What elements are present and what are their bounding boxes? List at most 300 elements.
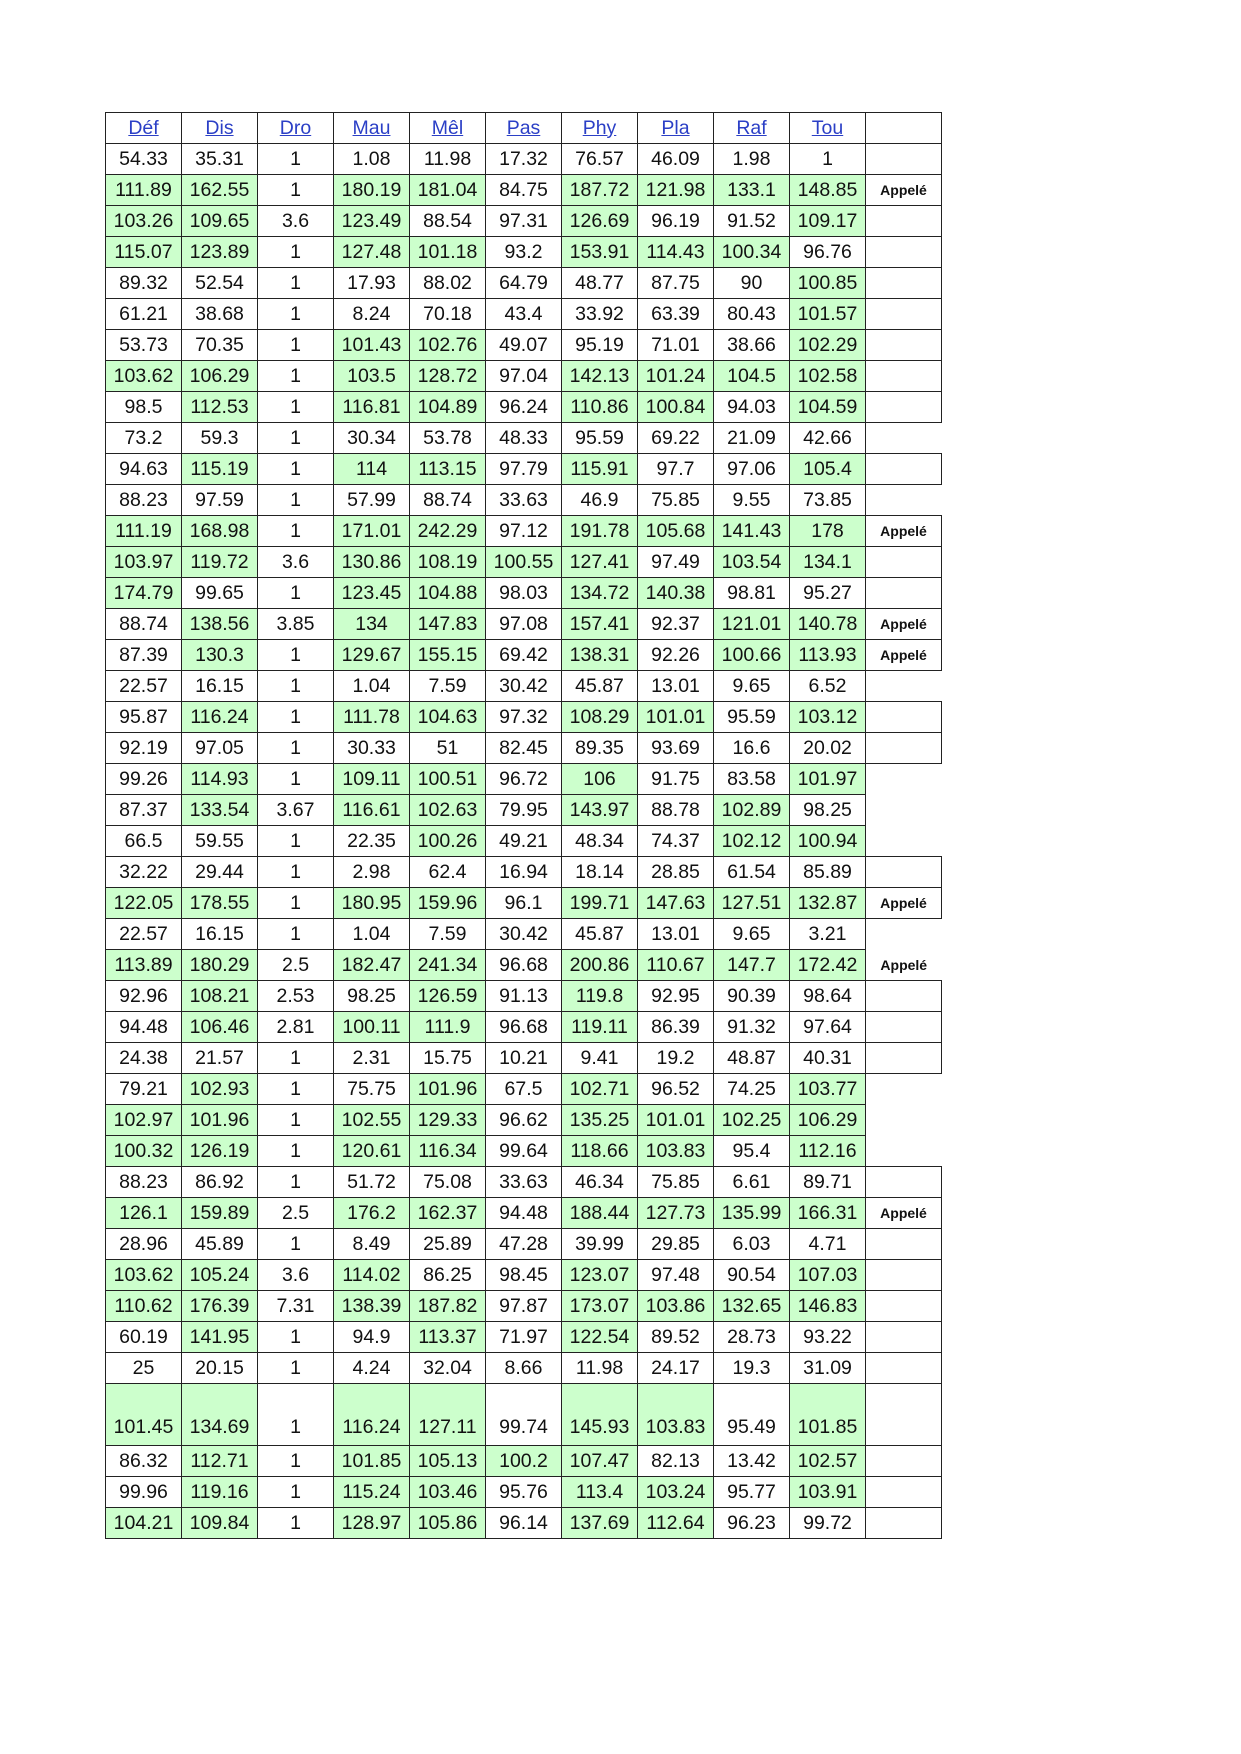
table-cell[interactable]: 119.11 xyxy=(562,1012,638,1043)
table-cell[interactable]: 106.46 xyxy=(182,1012,258,1043)
table-cell[interactable]: 116.24 xyxy=(334,1384,410,1446)
table-cell[interactable]: 70.35 xyxy=(182,330,258,361)
table-cell[interactable]: 100.51 xyxy=(410,764,486,795)
table-cell[interactable]: 1 xyxy=(258,299,334,330)
table-cell[interactable]: 95.77 xyxy=(714,1477,790,1508)
table-cell[interactable]: 173.07 xyxy=(562,1291,638,1322)
table-cell[interactable]: 116.61 xyxy=(334,795,410,826)
table-cell[interactable]: 1 xyxy=(258,144,334,175)
table-cell[interactable]: 102.57 xyxy=(790,1446,866,1477)
table-cell[interactable]: 97.87 xyxy=(486,1291,562,1322)
table-cell[interactable]: 1 xyxy=(258,1105,334,1136)
table-cell[interactable]: 111.9 xyxy=(410,1012,486,1043)
table-cell[interactable]: 103.83 xyxy=(638,1384,714,1446)
table-cell[interactable]: 91.52 xyxy=(714,206,790,237)
table-cell[interactable]: 138.31 xyxy=(562,640,638,671)
table-cell[interactable]: 102.71 xyxy=(562,1074,638,1105)
table-cell[interactable]: 48.87 xyxy=(714,1043,790,1074)
table-cell[interactable]: 20.15 xyxy=(182,1353,258,1384)
table-cell[interactable]: 105.13 xyxy=(410,1446,486,1477)
table-cell[interactable]: 1 xyxy=(258,1167,334,1198)
table-cell[interactable]: 67.5 xyxy=(486,1074,562,1105)
table-cell[interactable]: 114.93 xyxy=(182,764,258,795)
table-cell[interactable]: 106.29 xyxy=(790,1105,866,1136)
table-cell[interactable]: 107.03 xyxy=(790,1260,866,1291)
table-cell[interactable]: 101.24 xyxy=(638,361,714,392)
table-cell[interactable]: 1 xyxy=(258,423,334,454)
table-cell[interactable]: 103.24 xyxy=(638,1477,714,1508)
table-cell[interactable]: 33.92 xyxy=(562,299,638,330)
column-header-def[interactable] xyxy=(106,113,182,144)
table-cell[interactable]: 115.19 xyxy=(182,454,258,485)
table-cell[interactable]: 102.63 xyxy=(410,795,486,826)
table-cell[interactable]: 15.75 xyxy=(410,1043,486,1074)
table-cell[interactable]: 83.58 xyxy=(714,764,790,795)
table-cell[interactable]: 91.13 xyxy=(486,981,562,1012)
table-cell[interactable]: 114.02 xyxy=(334,1260,410,1291)
table-cell[interactable]: 70.18 xyxy=(410,299,486,330)
table-cell[interactable]: 118.66 xyxy=(562,1136,638,1167)
table-cell[interactable]: 133.1 xyxy=(714,175,790,206)
table-cell[interactable]: 90.54 xyxy=(714,1260,790,1291)
table-cell[interactable]: 101.97 xyxy=(790,764,866,795)
table-cell[interactable]: 146.83 xyxy=(790,1291,866,1322)
table-cell[interactable]: 128.72 xyxy=(410,361,486,392)
table-cell[interactable]: 30.33 xyxy=(334,733,410,764)
table-cell[interactable]: 101.01 xyxy=(638,702,714,733)
table-cell[interactable]: 29.85 xyxy=(638,1229,714,1260)
table-cell[interactable]: 103.62 xyxy=(106,1260,182,1291)
table-cell[interactable]: 1 xyxy=(258,1229,334,1260)
table-cell[interactable]: 16.94 xyxy=(486,857,562,888)
table-cell[interactable]: 103.12 xyxy=(790,702,866,733)
table-cell[interactable]: 171.01 xyxy=(334,516,410,547)
table-cell[interactable]: 94.48 xyxy=(106,1012,182,1043)
table-cell[interactable]: 31.09 xyxy=(790,1353,866,1384)
table-cell[interactable]: 59.3 xyxy=(182,423,258,454)
table-cell[interactable]: 101.43 xyxy=(334,330,410,361)
table-cell[interactable]: 130.3 xyxy=(182,640,258,671)
column-header-link[interactable]: Déf xyxy=(128,116,159,139)
table-cell[interactable]: 21.57 xyxy=(182,1043,258,1074)
table-cell[interactable]: 1 xyxy=(258,702,334,733)
table-cell[interactable]: 143.97 xyxy=(562,795,638,826)
table-cell[interactable]: 94.63 xyxy=(106,454,182,485)
table-cell[interactable]: 111.19 xyxy=(106,516,182,547)
table-cell[interactable]: 92.19 xyxy=(106,733,182,764)
table-cell[interactable]: 40.31 xyxy=(790,1043,866,1074)
table-cell[interactable]: 111.78 xyxy=(334,702,410,733)
table-cell[interactable]: 127.51 xyxy=(714,888,790,919)
table-cell[interactable]: 1 xyxy=(258,237,334,268)
table-cell[interactable]: 99.96 xyxy=(106,1477,182,1508)
table-cell[interactable]: 46.09 xyxy=(638,144,714,175)
table-cell[interactable]: 106 xyxy=(562,764,638,795)
table-cell[interactable]: 115.91 xyxy=(562,454,638,485)
column-header-link[interactable]: Dis xyxy=(205,116,234,139)
table-cell[interactable]: 94.9 xyxy=(334,1322,410,1353)
table-cell[interactable]: 102.58 xyxy=(790,361,866,392)
table-cell[interactable]: 1 xyxy=(258,268,334,299)
table-cell[interactable]: 159.89 xyxy=(182,1198,258,1229)
table-cell[interactable]: 1 xyxy=(258,1508,334,1539)
table-cell[interactable]: 59.55 xyxy=(182,826,258,857)
table-cell[interactable]: 133.54 xyxy=(182,795,258,826)
column-header-link[interactable]: Raf xyxy=(736,116,767,139)
table-cell[interactable]: 89.35 xyxy=(562,733,638,764)
table-cell[interactable]: 97.08 xyxy=(486,609,562,640)
table-cell[interactable]: 28.73 xyxy=(714,1322,790,1353)
table-cell[interactable]: 24.38 xyxy=(106,1043,182,1074)
table-cell[interactable]: 109.65 xyxy=(182,206,258,237)
table-cell[interactable]: 6.52 xyxy=(790,671,866,702)
table-cell[interactable]: 6.61 xyxy=(714,1167,790,1198)
table-cell[interactable]: 79.95 xyxy=(486,795,562,826)
table-cell[interactable]: 8.66 xyxy=(486,1353,562,1384)
table-cell[interactable]: 92.95 xyxy=(638,981,714,1012)
table-cell[interactable]: 126.69 xyxy=(562,206,638,237)
table-cell[interactable]: 1 xyxy=(258,392,334,423)
table-cell[interactable]: 191.78 xyxy=(562,516,638,547)
column-header-dis[interactable] xyxy=(182,113,258,144)
table-cell[interactable]: 104.89 xyxy=(410,392,486,423)
table-cell[interactable]: 17.93 xyxy=(334,268,410,299)
table-cell[interactable]: 176.2 xyxy=(334,1198,410,1229)
table-cell[interactable]: 112.71 xyxy=(182,1446,258,1477)
table-cell[interactable]: 101.57 xyxy=(790,299,866,330)
table-cell[interactable]: 25 xyxy=(106,1353,182,1384)
table-cell[interactable]: 159.96 xyxy=(410,888,486,919)
table-cell[interactable]: 100.85 xyxy=(790,268,866,299)
table-cell[interactable]: 122.54 xyxy=(562,1322,638,1353)
table-cell[interactable]: 75.85 xyxy=(638,1167,714,1198)
table-cell[interactable]: 64.79 xyxy=(486,268,562,299)
table-cell[interactable]: 104.59 xyxy=(790,392,866,423)
table-cell[interactable]: 11.98 xyxy=(562,1353,638,1384)
table-cell[interactable]: 199.71 xyxy=(562,888,638,919)
table-cell[interactable]: 46.9 xyxy=(562,485,638,516)
table-cell[interactable]: 97.31 xyxy=(486,206,562,237)
table-cell[interactable]: 104.88 xyxy=(410,578,486,609)
table-cell[interactable]: 123.45 xyxy=(334,578,410,609)
table-cell[interactable]: 104.21 xyxy=(106,1508,182,1539)
table-cell[interactable]: 54.33 xyxy=(106,144,182,175)
table-cell[interactable]: 82.45 xyxy=(486,733,562,764)
table-cell[interactable]: 168.98 xyxy=(182,516,258,547)
table-cell[interactable]: 98.5 xyxy=(106,392,182,423)
table-cell[interactable]: 109.84 xyxy=(182,1508,258,1539)
table-cell[interactable]: 96.62 xyxy=(486,1105,562,1136)
table-cell[interactable]: 98.25 xyxy=(334,981,410,1012)
table-cell[interactable]: 99.74 xyxy=(486,1384,562,1446)
table-cell[interactable]: 98.45 xyxy=(486,1260,562,1291)
table-cell[interactable]: 123.89 xyxy=(182,237,258,268)
table-cell[interactable]: 102.97 xyxy=(106,1105,182,1136)
table-cell[interactable]: 45.89 xyxy=(182,1229,258,1260)
table-cell[interactable]: 100.84 xyxy=(638,392,714,423)
table-cell[interactable]: 91.75 xyxy=(638,764,714,795)
table-cell[interactable]: 102.29 xyxy=(790,330,866,361)
table-cell[interactable]: 86.25 xyxy=(410,1260,486,1291)
table-cell[interactable]: 69.22 xyxy=(638,423,714,454)
table-cell[interactable]: 85.89 xyxy=(790,857,866,888)
table-cell[interactable]: 52.54 xyxy=(182,268,258,299)
table-cell[interactable]: 9.55 xyxy=(714,485,790,516)
table-cell[interactable]: 96.23 xyxy=(714,1508,790,1539)
table-cell[interactable]: 1 xyxy=(258,1477,334,1508)
table-cell[interactable]: 32.04 xyxy=(410,1353,486,1384)
table-cell[interactable]: 101.85 xyxy=(334,1446,410,1477)
table-cell[interactable]: 95.76 xyxy=(486,1477,562,1508)
table-cell[interactable]: 96.1 xyxy=(486,888,562,919)
table-cell[interactable]: 22.57 xyxy=(106,919,182,950)
table-cell[interactable]: 48.34 xyxy=(562,826,638,857)
table-cell[interactable]: 1.08 xyxy=(334,144,410,175)
table-cell[interactable]: 88.78 xyxy=(638,795,714,826)
table-cell[interactable]: 71.01 xyxy=(638,330,714,361)
table-cell[interactable]: 8.24 xyxy=(334,299,410,330)
table-cell[interactable]: 51.72 xyxy=(334,1167,410,1198)
table-cell[interactable]: 61.21 xyxy=(106,299,182,330)
table-cell[interactable]: 112.64 xyxy=(638,1508,714,1539)
table-cell[interactable]: 132.65 xyxy=(714,1291,790,1322)
column-header-link[interactable]: Pla xyxy=(661,116,690,139)
table-cell[interactable]: 3.85 xyxy=(258,609,334,640)
table-cell[interactable]: 130.86 xyxy=(334,547,410,578)
table-cell[interactable]: 90 xyxy=(714,268,790,299)
table-cell[interactable]: 86.32 xyxy=(106,1446,182,1477)
table-cell[interactable]: 115.07 xyxy=(106,237,182,268)
table-cell[interactable]: 18.14 xyxy=(562,857,638,888)
table-cell[interactable]: 1 xyxy=(258,1322,334,1353)
table-cell[interactable]: 112.16 xyxy=(790,1136,866,1167)
table-cell[interactable]: 141.95 xyxy=(182,1322,258,1353)
table-cell[interactable]: 51 xyxy=(410,733,486,764)
table-cell[interactable]: 129.67 xyxy=(334,640,410,671)
table-cell[interactable]: 22.57 xyxy=(106,671,182,702)
table-cell[interactable]: 140.78 xyxy=(790,609,866,640)
table-cell[interactable]: 30.42 xyxy=(486,919,562,950)
table-cell[interactable]: 1 xyxy=(258,330,334,361)
table-cell[interactable]: 162.37 xyxy=(410,1198,486,1229)
table-cell[interactable]: 114.43 xyxy=(638,237,714,268)
table-cell[interactable]: 105.68 xyxy=(638,516,714,547)
table-cell[interactable]: 101.96 xyxy=(410,1074,486,1105)
table-cell[interactable]: 6.03 xyxy=(714,1229,790,1260)
table-cell[interactable]: 49.07 xyxy=(486,330,562,361)
table-cell[interactable]: 1 xyxy=(258,361,334,392)
table-cell[interactable]: 22.35 xyxy=(334,826,410,857)
table-cell[interactable]: 1 xyxy=(258,888,334,919)
table-cell[interactable]: 103.26 xyxy=(106,206,182,237)
column-header-pla[interactable] xyxy=(638,113,714,144)
column-header-tou[interactable] xyxy=(790,113,866,144)
table-cell[interactable]: 95.4 xyxy=(714,1136,790,1167)
table-cell[interactable]: 11.98 xyxy=(410,144,486,175)
table-cell[interactable]: 119.16 xyxy=(182,1477,258,1508)
table-cell[interactable]: 1 xyxy=(258,1446,334,1477)
table-cell[interactable]: 1 xyxy=(258,516,334,547)
table-cell[interactable]: 96.72 xyxy=(486,764,562,795)
table-cell[interactable]: 86.39 xyxy=(638,1012,714,1043)
table-cell[interactable]: 28.96 xyxy=(106,1229,182,1260)
table-cell[interactable]: 86.92 xyxy=(182,1167,258,1198)
table-cell[interactable]: 89.32 xyxy=(106,268,182,299)
table-cell[interactable]: 96.68 xyxy=(486,1012,562,1043)
table-cell[interactable]: 108.19 xyxy=(410,547,486,578)
table-cell[interactable]: 97.79 xyxy=(486,454,562,485)
table-cell[interactable]: 7.59 xyxy=(410,919,486,950)
table-cell[interactable]: 1 xyxy=(258,640,334,671)
table-cell[interactable]: 174.79 xyxy=(106,578,182,609)
table-cell[interactable]: 98.64 xyxy=(790,981,866,1012)
table-cell[interactable]: 113.93 xyxy=(790,640,866,671)
table-cell[interactable]: 103.86 xyxy=(638,1291,714,1322)
table-cell[interactable]: 88.23 xyxy=(106,485,182,516)
table-cell[interactable]: 2.5 xyxy=(258,1198,334,1229)
table-cell[interactable]: 1 xyxy=(258,1384,334,1446)
table-cell[interactable]: 178.55 xyxy=(182,888,258,919)
table-cell[interactable]: 104.63 xyxy=(410,702,486,733)
table-cell[interactable]: 101.96 xyxy=(182,1105,258,1136)
table-cell[interactable]: 75.08 xyxy=(410,1167,486,1198)
table-cell[interactable]: 1 xyxy=(258,857,334,888)
column-header-mel[interactable] xyxy=(410,113,486,144)
table-cell[interactable]: 122.05 xyxy=(106,888,182,919)
table-cell[interactable]: 43.4 xyxy=(486,299,562,330)
column-header-phy[interactable] xyxy=(562,113,638,144)
table-cell[interactable]: 99.26 xyxy=(106,764,182,795)
table-cell[interactable]: 100.26 xyxy=(410,826,486,857)
table-cell[interactable]: 13.01 xyxy=(638,671,714,702)
table-cell[interactable]: 96.19 xyxy=(638,206,714,237)
table-cell[interactable]: 38.68 xyxy=(182,299,258,330)
table-cell[interactable]: 2.5 xyxy=(258,950,334,981)
table-cell[interactable]: 102.12 xyxy=(714,826,790,857)
table-cell[interactable]: 92.26 xyxy=(638,640,714,671)
table-cell[interactable]: 75.85 xyxy=(638,485,714,516)
table-cell[interactable]: 84.75 xyxy=(486,175,562,206)
table-cell[interactable]: 88.23 xyxy=(106,1167,182,1198)
table-cell[interactable]: 93.22 xyxy=(790,1322,866,1353)
table-cell[interactable]: 241.34 xyxy=(410,950,486,981)
table-cell[interactable]: 126.1 xyxy=(106,1198,182,1229)
table-cell[interactable]: 200.86 xyxy=(562,950,638,981)
table-cell[interactable]: 3.6 xyxy=(258,1260,334,1291)
table-cell[interactable]: 127.48 xyxy=(334,237,410,268)
table-cell[interactable]: 188.44 xyxy=(562,1198,638,1229)
table-cell[interactable]: 62.4 xyxy=(410,857,486,888)
table-cell[interactable]: 48.33 xyxy=(486,423,562,454)
table-cell[interactable]: 120.61 xyxy=(334,1136,410,1167)
table-cell[interactable]: 39.99 xyxy=(562,1229,638,1260)
table-cell[interactable]: 147.83 xyxy=(410,609,486,640)
table-cell[interactable]: 1 xyxy=(258,764,334,795)
column-header-link[interactable]: Pas xyxy=(506,116,541,139)
table-cell[interactable]: 123.49 xyxy=(334,206,410,237)
table-cell[interactable]: 45.87 xyxy=(562,919,638,950)
table-cell[interactable]: 93.69 xyxy=(638,733,714,764)
table-cell[interactable]: 187.82 xyxy=(410,1291,486,1322)
table-cell[interactable]: 121.98 xyxy=(638,175,714,206)
table-cell[interactable]: 87.75 xyxy=(638,268,714,299)
table-cell[interactable]: 126.59 xyxy=(410,981,486,1012)
table-cell[interactable]: 16.6 xyxy=(714,733,790,764)
table-cell[interactable]: 100.32 xyxy=(106,1136,182,1167)
table-cell[interactable]: 49.21 xyxy=(486,826,562,857)
table-cell[interactable]: 127.41 xyxy=(562,547,638,578)
table-cell[interactable]: 103.83 xyxy=(638,1136,714,1167)
table-cell[interactable]: 69.42 xyxy=(486,640,562,671)
table-cell[interactable]: 99.65 xyxy=(182,578,258,609)
table-cell[interactable]: 103.91 xyxy=(790,1477,866,1508)
table-cell[interactable]: 1 xyxy=(258,1353,334,1384)
table-cell[interactable]: 178 xyxy=(790,516,866,547)
column-header-pas[interactable] xyxy=(486,113,562,144)
table-cell[interactable]: 135.25 xyxy=(562,1105,638,1136)
table-cell[interactable]: 115.24 xyxy=(334,1477,410,1508)
table-cell[interactable]: 187.72 xyxy=(562,175,638,206)
table-cell[interactable]: 1 xyxy=(258,919,334,950)
table-cell[interactable]: 180.95 xyxy=(334,888,410,919)
table-cell[interactable]: 2.31 xyxy=(334,1043,410,1074)
table-cell[interactable]: 1 xyxy=(258,826,334,857)
table-cell[interactable]: 1 xyxy=(258,1136,334,1167)
table-cell[interactable]: 116.24 xyxy=(182,702,258,733)
table-cell[interactable]: 95.19 xyxy=(562,330,638,361)
table-cell[interactable]: 103.77 xyxy=(790,1074,866,1105)
table-cell[interactable]: 102.93 xyxy=(182,1074,258,1105)
table-cell[interactable]: 103.54 xyxy=(714,547,790,578)
table-cell[interactable]: 98.81 xyxy=(714,578,790,609)
table-cell[interactable]: 89.52 xyxy=(638,1322,714,1353)
table-cell[interactable]: 17.32 xyxy=(486,144,562,175)
table-cell[interactable]: 96.52 xyxy=(638,1074,714,1105)
table-cell[interactable]: 110.86 xyxy=(562,392,638,423)
table-cell[interactable]: 90.39 xyxy=(714,981,790,1012)
table-cell[interactable]: 97.06 xyxy=(714,454,790,485)
table-cell[interactable]: 1 xyxy=(258,485,334,516)
table-cell[interactable]: 53.73 xyxy=(106,330,182,361)
table-cell[interactable]: 16.15 xyxy=(182,671,258,702)
column-header-dro[interactable] xyxy=(258,113,334,144)
table-cell[interactable]: 1.04 xyxy=(334,671,410,702)
table-cell[interactable]: 105.86 xyxy=(410,1508,486,1539)
table-cell[interactable]: 38.66 xyxy=(714,330,790,361)
table-cell[interactable]: 109.17 xyxy=(790,206,866,237)
table-cell[interactable]: 88.74 xyxy=(410,485,486,516)
table-cell[interactable]: 60.19 xyxy=(106,1322,182,1353)
table-cell[interactable]: 1 xyxy=(258,671,334,702)
table-cell[interactable]: 16.15 xyxy=(182,919,258,950)
table-cell[interactable]: 2.53 xyxy=(258,981,334,1012)
table-cell[interactable]: 113.15 xyxy=(410,454,486,485)
table-cell[interactable]: 7.31 xyxy=(258,1291,334,1322)
table-cell[interactable]: 102.25 xyxy=(714,1105,790,1136)
table-cell[interactable]: 101.85 xyxy=(790,1384,866,1446)
table-cell[interactable]: 166.31 xyxy=(790,1198,866,1229)
table-cell[interactable]: 8.49 xyxy=(334,1229,410,1260)
table-cell[interactable]: 79.21 xyxy=(106,1074,182,1105)
table-cell[interactable]: 105.4 xyxy=(790,454,866,485)
table-cell[interactable]: 134.69 xyxy=(182,1384,258,1446)
table-cell[interactable]: 57.99 xyxy=(334,485,410,516)
table-cell[interactable]: 76.57 xyxy=(562,144,638,175)
table-cell[interactable]: 93.2 xyxy=(486,237,562,268)
table-cell[interactable]: 30.34 xyxy=(334,423,410,454)
table-cell[interactable]: 33.63 xyxy=(486,1167,562,1198)
table-cell[interactable]: 1 xyxy=(258,175,334,206)
